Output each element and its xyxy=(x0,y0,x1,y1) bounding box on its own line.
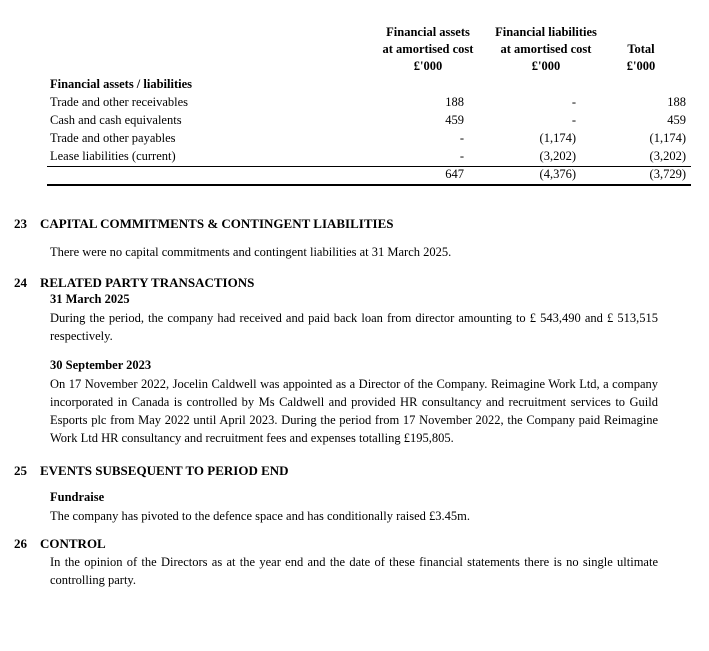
table-bottom-rule xyxy=(47,184,691,186)
row-total-value: 188 xyxy=(667,95,686,109)
header-liabilities-line2: at amortised cost xyxy=(500,42,592,56)
row-liabilities-value: (3,202) xyxy=(539,149,576,163)
header-total-line2: £'000 xyxy=(626,59,656,73)
section-25-subheading-1: Fundraise xyxy=(50,490,105,504)
section-24-text-2: On 17 November 2022, Jocelin Caldwell was appointed as a Director of the Company. Reimagine Work Ltd, a company incorporated in Canada is controlled by Ms Caldwell and provided HR consultancy and recruitment services to Guild Esports plc from May 2022 until April 2023. During the period from 17 November 2022, the Company paid Reimagine Work Ltd HR consultancy and recruitment fees and expenses totalling £195,805. xyxy=(50,377,658,445)
table-section-label: Financial assets / liabilities xyxy=(50,77,193,91)
row-assets-value: - xyxy=(459,131,464,145)
total-total-value: (3,729) xyxy=(649,167,686,181)
section-24-heading xyxy=(14,275,254,290)
section-26-heading xyxy=(14,536,106,551)
section-number: 23 xyxy=(14,216,27,231)
row-liabilities-value: - xyxy=(571,113,576,127)
section-25-heading xyxy=(14,463,289,478)
header-liabilities-line3: £'000 xyxy=(531,59,561,73)
row-assets-value: 188 xyxy=(445,95,464,109)
header-financial-assets xyxy=(370,24,486,75)
subtotal-rule xyxy=(47,166,691,167)
row-label: Cash and cash equivalents xyxy=(50,113,182,127)
row-total-value: 459 xyxy=(667,113,686,127)
header-liabilities-line1: Financial liabilities xyxy=(495,25,597,39)
row-label: Trade and other receivables xyxy=(50,95,189,109)
total-liabilities-value: (4,376) xyxy=(539,167,576,181)
header-assets-line2: at amortised cost xyxy=(382,42,474,56)
header-assets-line3: £'000 xyxy=(413,59,443,73)
row-liabilities-value: - xyxy=(571,95,576,109)
section-title: EVENTS SUBSEQUENT TO PERIOD END xyxy=(40,463,289,478)
row-label: Lease liabilities (current) xyxy=(50,149,176,163)
row-assets-value: 459 xyxy=(445,113,464,127)
total-assets-value: 647 xyxy=(445,167,464,181)
section-number: 24 xyxy=(14,275,27,290)
section-23-heading xyxy=(14,216,393,231)
section-number: 26 xyxy=(14,536,27,551)
section-title: CONTROL xyxy=(40,536,106,551)
section-26-text-1: In the opinion of the Directors as at the year end and the date of these financial statements there is no single ultimate controlling party. xyxy=(50,555,658,587)
section-title: CAPITAL COMMITMENTS & CONTINGENT LIABILITIES xyxy=(40,216,394,231)
section-24-text-1: During the period, the company had received and paid back loan from director amounting to £ 543,490 and £ 513,515 respectively. xyxy=(50,311,658,343)
header-total-line1: Total xyxy=(627,42,655,56)
section-24-subheading-2: 30 September 2023 xyxy=(50,358,152,372)
section-24-subheading-1: 31 March 2025 xyxy=(50,292,130,306)
header-total xyxy=(606,41,676,75)
row-liabilities-value: (1,174) xyxy=(539,131,576,145)
row-assets-value: - xyxy=(459,149,464,163)
row-label: Trade and other payables xyxy=(50,131,176,145)
section-title: RELATED PARTY TRANSACTIONS xyxy=(40,275,255,290)
section-number: 25 xyxy=(14,463,27,478)
row-total-value: (1,174) xyxy=(649,131,686,145)
section-23-text: There were no capital commitments and contingent liabilities at 31 March 2025. xyxy=(50,245,452,259)
header-financial-liabilities xyxy=(486,24,606,75)
section-25-text-1: The company has pivoted to the defence space and has conditionally raised £3.45m. xyxy=(50,509,471,523)
row-total-value: (3,202) xyxy=(649,149,686,163)
header-assets-line1: Financial assets xyxy=(386,25,470,39)
